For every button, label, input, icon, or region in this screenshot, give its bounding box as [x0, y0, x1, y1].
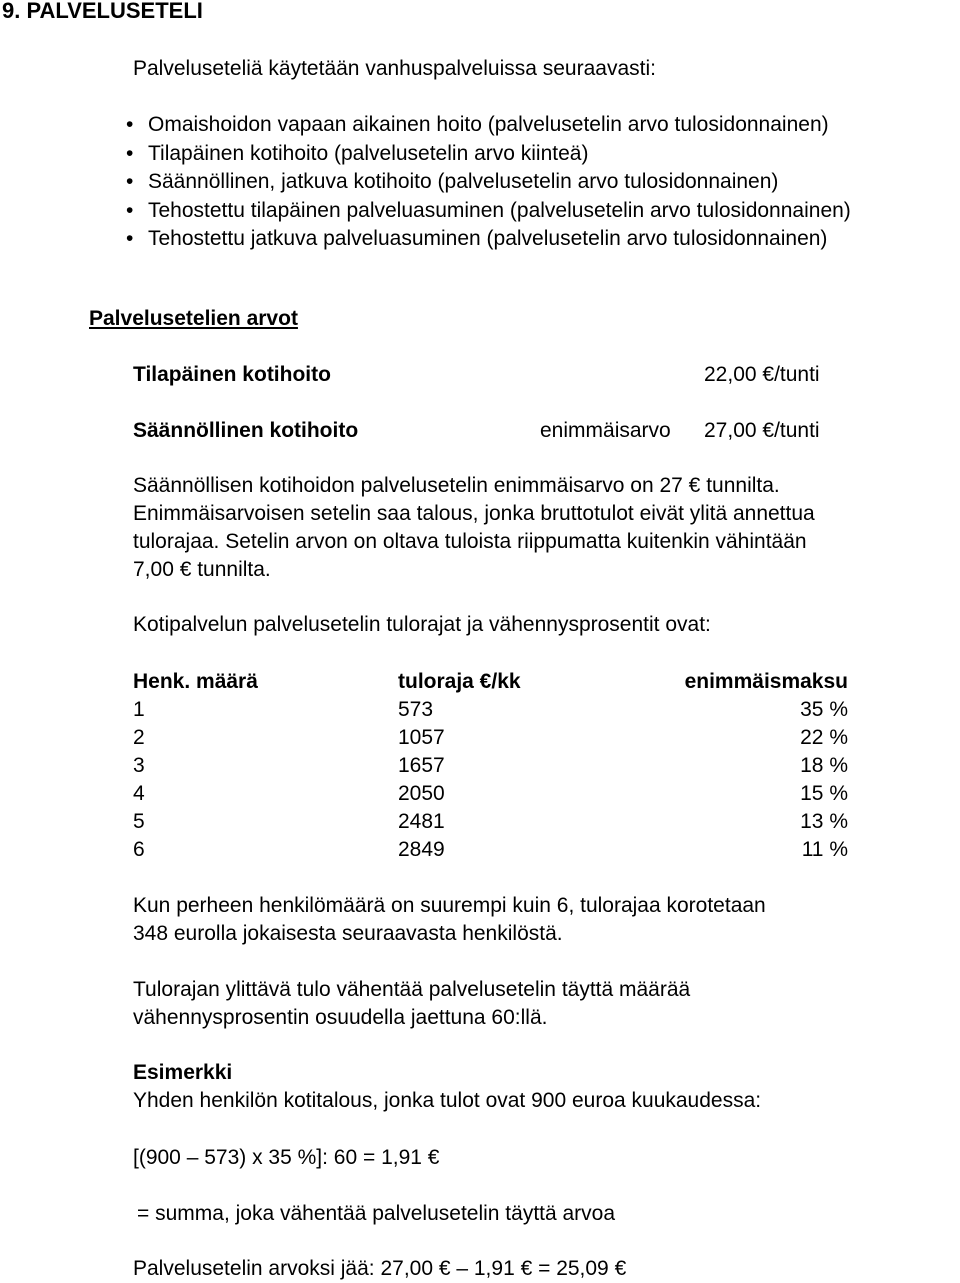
table-row — [133, 752, 848, 780]
column-header-persons: Henk. määrä — [133, 670, 258, 693]
paragraph-line: Tulorajan ylittävä tulo vähentää palvelusetelin täyttä määrää — [133, 978, 691, 1001]
section-title: Palvelusetelien arvot — [89, 307, 298, 330]
table-row — [133, 696, 848, 724]
list-item-text: Säännöllinen, jatkuva kotihoito (palvelusetelin arvo tulosidonnainen) — [148, 170, 779, 193]
table-cell: 15 % — [800, 782, 848, 805]
table-cell: 573 — [398, 698, 434, 721]
column-header-max-fee: enimmäismaksu — [684, 670, 848, 693]
table-cell: 13 % — [800, 810, 848, 833]
table-cell: 1 — [133, 698, 145, 721]
list-item-text: Tehostettu tilapäinen palveluasuminen (palvelusetelin arvo tulosidonnainen) — [148, 198, 851, 222]
value-amount-temporary: 22,00 €/tunti — [704, 363, 820, 386]
bullet-icon: • — [126, 170, 134, 193]
example-final-value: Palvelusetelin arvoksi jää: 27,00 € – 1,91 € = 25,09 € — [133, 1257, 627, 1280]
table-cell: 4 — [133, 782, 145, 805]
list-item-text: Tehostettu jatkuva palveluasuminen (palvelusetelin arvo tulosidonnainen) — [148, 227, 828, 250]
example-result-note: = summa, joka vähentää palvelusetelin täyttä arvoa — [137, 1202, 616, 1225]
list-item — [126, 225, 851, 254]
table-cell: 35 % — [800, 698, 848, 721]
paragraph-reduction-rule — [133, 976, 690, 1032]
table-cell: 11 % — [801, 838, 848, 861]
paragraph-line: vähennysprosentin osuudella jaettuna 60:llä. — [133, 1006, 548, 1029]
list-item — [126, 197, 851, 226]
table-cell: 1657 — [398, 754, 445, 777]
value-label-regular: Säännöllinen kotihoito — [133, 419, 359, 442]
table-row — [133, 780, 848, 808]
table-cell: 22 % — [800, 726, 848, 749]
intro-text: Palveluseteliä käytetään vanhuspalveluissa seuraavasti: — [133, 57, 656, 80]
paragraph-line: Enimmäisarvoisen setelin saa talous, jonka bruttotulot eivät ylitä annettua — [133, 502, 815, 525]
example-title: Esimerkki — [133, 1061, 233, 1084]
value-label-temporary: Tilapäinen kotihoito — [133, 363, 331, 386]
table-cell: 3 — [133, 754, 145, 777]
paragraph-extra-persons — [133, 892, 766, 948]
bullet-icon: • — [126, 141, 134, 165]
service-list — [126, 111, 851, 254]
table-cell: 2050 — [398, 782, 445, 805]
example-intro: Yhden henkilön kotitalous, jonka tulot ovat 900 euroa kuukaudessa: — [133, 1089, 762, 1112]
list-item-text: Tilapäinen kotihoito (palvelusetelin arvo kiinteä) — [148, 141, 589, 165]
example-formula: [(900 – 573) x 35 %]: 60 = 1,91 € — [133, 1146, 440, 1169]
column-header-income-limit: tuloraja €/kk — [398, 670, 521, 693]
bullet-icon: • — [126, 198, 134, 222]
table-cell: 18 % — [800, 754, 848, 777]
list-item-text: Omaishoidon vapaan aikainen hoito (palvelusetelin arvo tulosidonnainen) — [148, 113, 829, 136]
income-limit-table — [133, 668, 848, 864]
table-row — [133, 724, 848, 752]
table-cell: 2849 — [398, 838, 445, 861]
list-item — [126, 111, 851, 140]
table-header-row — [133, 668, 848, 696]
table-cell: 1057 — [398, 726, 445, 749]
paragraph-line: Kun perheen henkilömäärä on suurempi kuin 6, tulorajaa korotetaan — [133, 894, 766, 917]
table-intro: Kotipalvelun palvelusetelin tulorajat ja vähennysprosentit ovat: — [133, 613, 711, 636]
paragraph-line: Säännöllisen kotihoidon palvelusetelin enimmäisarvo on 27 € tunnilta. — [133, 474, 780, 497]
table-cell: 6 — [133, 838, 145, 861]
page-heading: 9. PALVELUSETELI — [2, 0, 203, 23]
paragraph-line: tulorajaa. Setelin arvon on oltava tuloista riippumatta kuitenkin vähintään — [133, 530, 807, 553]
paragraph-line: 348 eurolla jokaisesta seuraavasta henkilöstä. — [133, 922, 563, 945]
value-amount-regular: 27,00 €/tunti — [704, 419, 820, 442]
paragraph-line: 7,00 € tunnilta. — [133, 558, 271, 581]
list-item — [126, 168, 851, 197]
table-cell: 2481 — [398, 810, 445, 833]
table-row — [133, 836, 848, 864]
value-qualifier-regular: enimmäisarvo — [540, 419, 671, 442]
paragraph-max-value — [133, 472, 815, 584]
table-row — [133, 808, 848, 836]
table-cell: 2 — [133, 726, 145, 749]
list-item — [126, 140, 851, 169]
bullet-icon: • — [126, 113, 134, 136]
table-cell: 5 — [133, 810, 145, 833]
bullet-icon: • — [126, 227, 134, 250]
